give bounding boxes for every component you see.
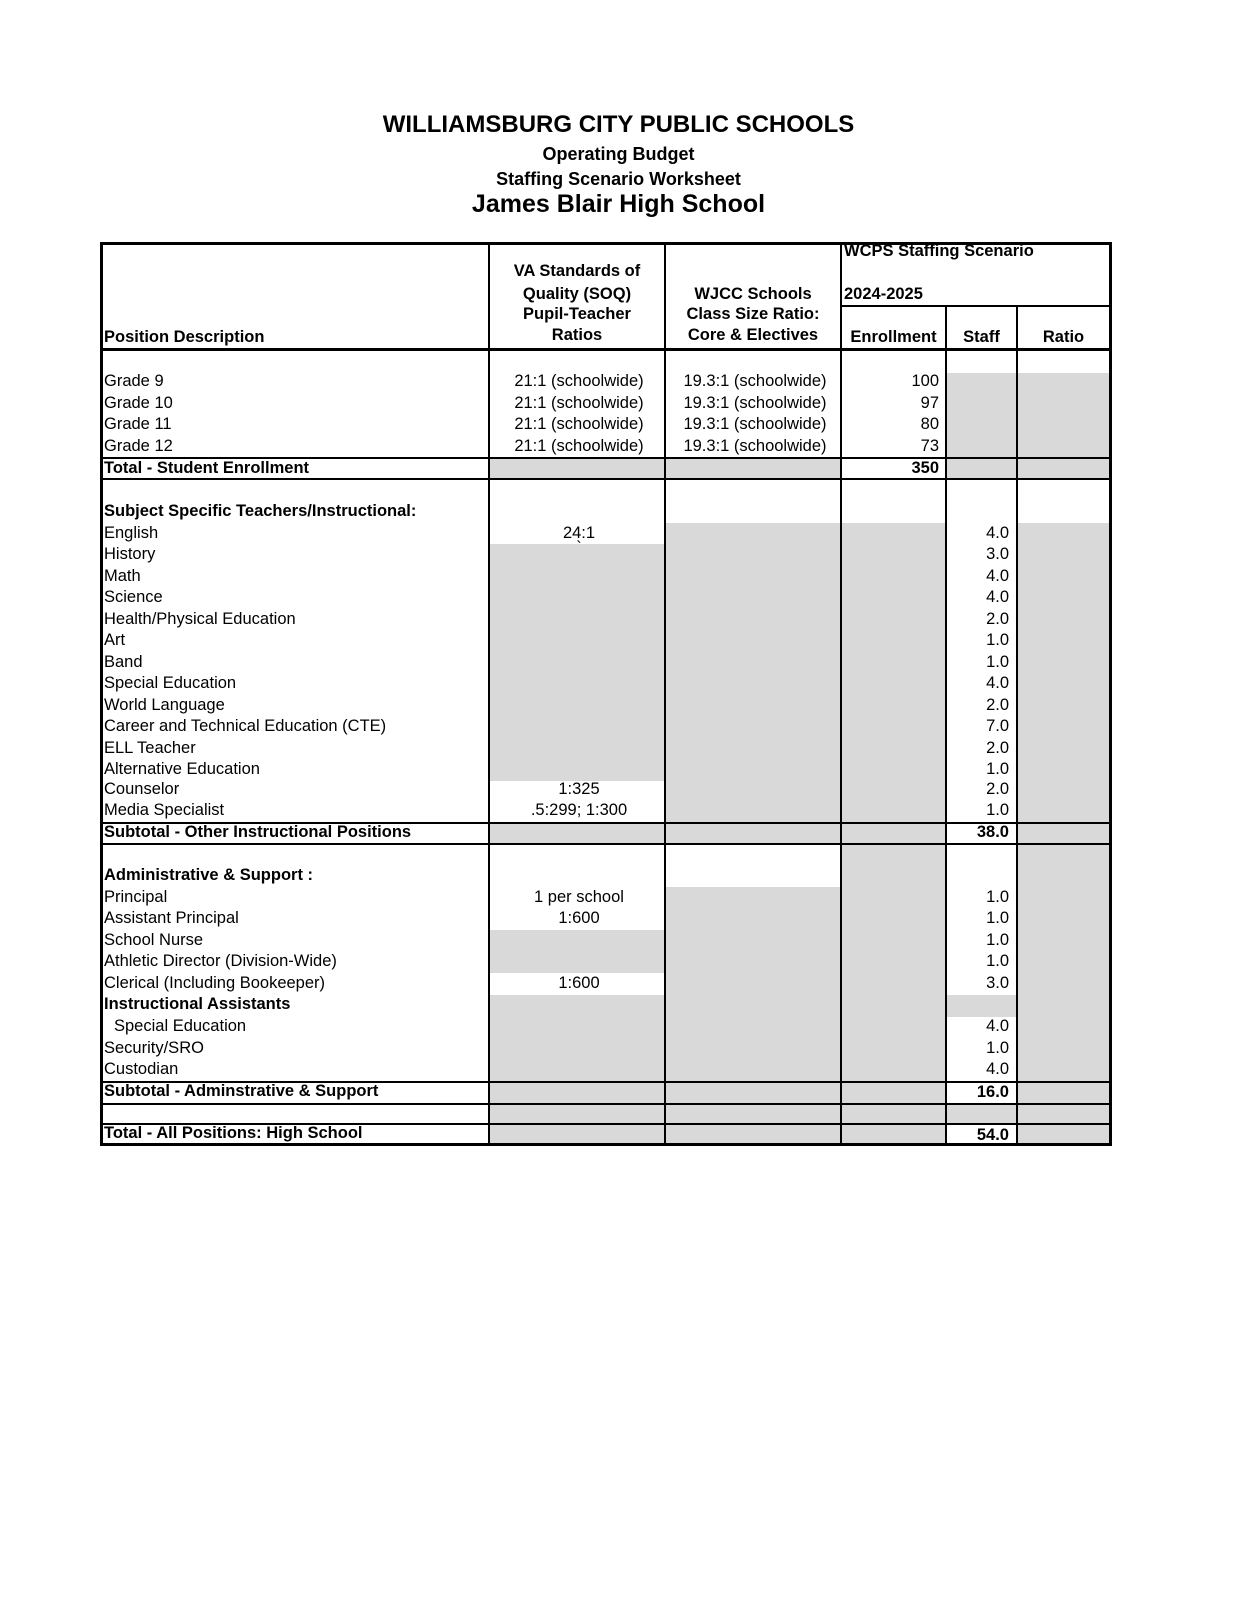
header-staff: Staff (963, 328, 1000, 346)
row-history-desc: History (104, 545, 156, 563)
row-art-staff: 1.0 (986, 631, 1009, 649)
row-world-language-staff: 2.0 (986, 696, 1009, 714)
row-principal-soq: 1 per school (534, 888, 624, 906)
row-grade-9-soq: 21:1 (schoolwide) (514, 372, 644, 390)
row-clerical-desc: Clerical (Including Bookeeper) (104, 974, 326, 992)
header-wjcc-line1: WJCC Schools (694, 285, 812, 303)
header-position-description: Position Description (104, 328, 265, 346)
row-clerical-staff: 3.0 (986, 974, 1009, 992)
administrative-subtotal-label: Subtotal - Adminstrative & Support (104, 1082, 379, 1100)
organization-title: WILLIAMSBURG CITY PUBLIC SCHOOLS (382, 111, 855, 138)
row-grade-12-wjcc: 19.3:1 (schoolwide) (683, 437, 827, 455)
row-ell-teacher-staff: 2.0 (986, 739, 1009, 757)
row-security-sro-staff: 1.0 (986, 1039, 1009, 1057)
row-ell-teacher-desc: ELL Teacher (104, 739, 196, 757)
row-assistant-principal-soq: 1:600 (558, 909, 600, 927)
grand-total-staff: 54.0 (976, 1126, 1009, 1144)
header-ratio: Ratio (1042, 328, 1085, 346)
row-grade-12-soq: 21:1 (schoolwide) (514, 437, 644, 455)
row-grade-9-enrollment: 100 (911, 372, 939, 390)
row-band-desc: Band (104, 653, 143, 671)
row-health-pe-desc: Health/Physical Education (104, 610, 296, 628)
row-grade-10-enrollment: 97 (920, 394, 939, 412)
row-science-staff: 4.0 (986, 588, 1009, 606)
row-art-desc: Art (104, 631, 126, 649)
school-title: James Blair High School (471, 190, 766, 218)
row-assistant-principal-staff: 1.0 (986, 909, 1009, 927)
row-custodian-staff: 4.0 (986, 1060, 1009, 1078)
row-security-sro-desc: Security/SRO (104, 1039, 204, 1057)
row-math-desc: Math (104, 567, 141, 585)
row-alternative-education-desc: Alternative Education (104, 760, 260, 778)
row-clerical-soq: 1:600 (558, 974, 600, 992)
row-grade-12-desc: Grade 12 (104, 437, 173, 455)
row-cte-staff: 7.0 (986, 717, 1009, 735)
header-enrollment: Enrollment (850, 328, 937, 346)
row-special-education-staff: 4.0 (986, 674, 1009, 692)
row-grade-12-enrollment: 73 (920, 437, 939, 455)
row-science-desc: Science (104, 588, 163, 606)
row-english-soq: 24:1 (562, 524, 596, 542)
total-enrollment-label: Total - Student Enrollment (104, 459, 310, 477)
row-math-staff: 4.0 (986, 567, 1009, 585)
row-grade-10-desc: Grade 10 (104, 394, 173, 412)
row-health-pe-staff: 2.0 (986, 610, 1009, 628)
header-wcps-scenario: WCPS Staffing Scenario (844, 242, 1034, 260)
row-media-specialist-soq: .5:299; 1:300 (530, 801, 628, 819)
row-special-education-desc: Special Education (104, 674, 237, 692)
staffing-table (100, 242, 1112, 1146)
row-assistant-principal-desc: Assistant Principal (104, 909, 239, 927)
row-custodian-desc: Custodian (104, 1060, 179, 1078)
row-counselor-soq: 1:325 (558, 780, 600, 798)
row-english-desc: English (104, 524, 159, 542)
row-school-nurse-staff: 1.0 (986, 931, 1009, 949)
row-grade-10-wjcc: 19.3:1 (schoolwide) (683, 394, 827, 412)
header-soq-line1: VA Standards of (513, 262, 641, 280)
row-principal-staff: 1.0 (986, 888, 1009, 906)
row-athletic-director-staff: 1.0 (986, 952, 1009, 970)
budget-subtitle: Operating Budget (542, 144, 695, 164)
row-history-soq: ` (576, 539, 582, 557)
row-counselor-desc: Counselor (104, 780, 180, 798)
header-wjcc-line2: Class Size Ratio: (686, 305, 820, 323)
row-cte-desc: Career and Technical Education (CTE) (104, 717, 387, 735)
header-wjcc-line3: Core & Electives (687, 326, 819, 344)
row-alternative-education-staff: 1.0 (986, 760, 1009, 778)
row-grade-10-soq: 21:1 (schoolwide) (514, 394, 644, 412)
row-counselor-staff: 2.0 (986, 780, 1009, 798)
row-media-specialist-desc: Media Specialist (104, 801, 225, 819)
row-history-staff: 3.0 (986, 545, 1009, 563)
row-grade-11-wjcc: 19.3:1 (schoolwide) (683, 415, 827, 433)
total-enrollment-value: 350 (911, 459, 939, 477)
header-soq-line4: Ratios (551, 326, 603, 344)
row-grade-9-wjcc: 19.3:1 (schoolwide) (683, 372, 827, 390)
row-athletic-director-desc: Athletic Director (Division-Wide) (104, 952, 337, 970)
row-school-nurse-desc: School Nurse (104, 931, 204, 949)
row-grade-11-enrollment: 80 (920, 415, 939, 433)
header-soq-line3: Pupil-Teacher (523, 305, 631, 323)
worksheet-subtitle: Staffing Scenario Worksheet (496, 169, 741, 189)
row-grade-9-desc: Grade 9 (104, 372, 164, 390)
instructional-subtotal-staff: 38.0 (976, 823, 1009, 841)
header-soq-line2: Quality (SOQ) (522, 285, 632, 303)
row-grade-11-desc: Grade 11 (104, 415, 172, 433)
row-instructional-assistants-desc: Instructional Assistants (104, 995, 291, 1013)
row-grade-11-soq: 21:1 (schoolwide) (514, 415, 644, 433)
instructional-subtotal-label: Subtotal - Other Instructional Positions (104, 823, 412, 841)
row-band-staff: 1.0 (986, 653, 1009, 671)
row-principal-desc: Principal (104, 888, 168, 906)
header-wcps-year: 2024-2025 (844, 285, 923, 303)
administrative-heading: Administrative & Support : (104, 866, 314, 884)
row-world-language-desc: World Language (104, 696, 225, 714)
administrative-subtotal-staff: 16.0 (976, 1083, 1009, 1101)
instructional-heading: Subject Specific Teachers/Instructional: (104, 502, 417, 520)
row-ia-special-education-staff: 4.0 (986, 1017, 1009, 1035)
row-ia-special-education-desc: Special Education (114, 1017, 247, 1035)
grand-total-label: Total - All Positions: High School (104, 1124, 363, 1142)
row-media-specialist-staff: 1.0 (986, 801, 1009, 819)
row-english-staff: 4.0 (986, 524, 1009, 542)
